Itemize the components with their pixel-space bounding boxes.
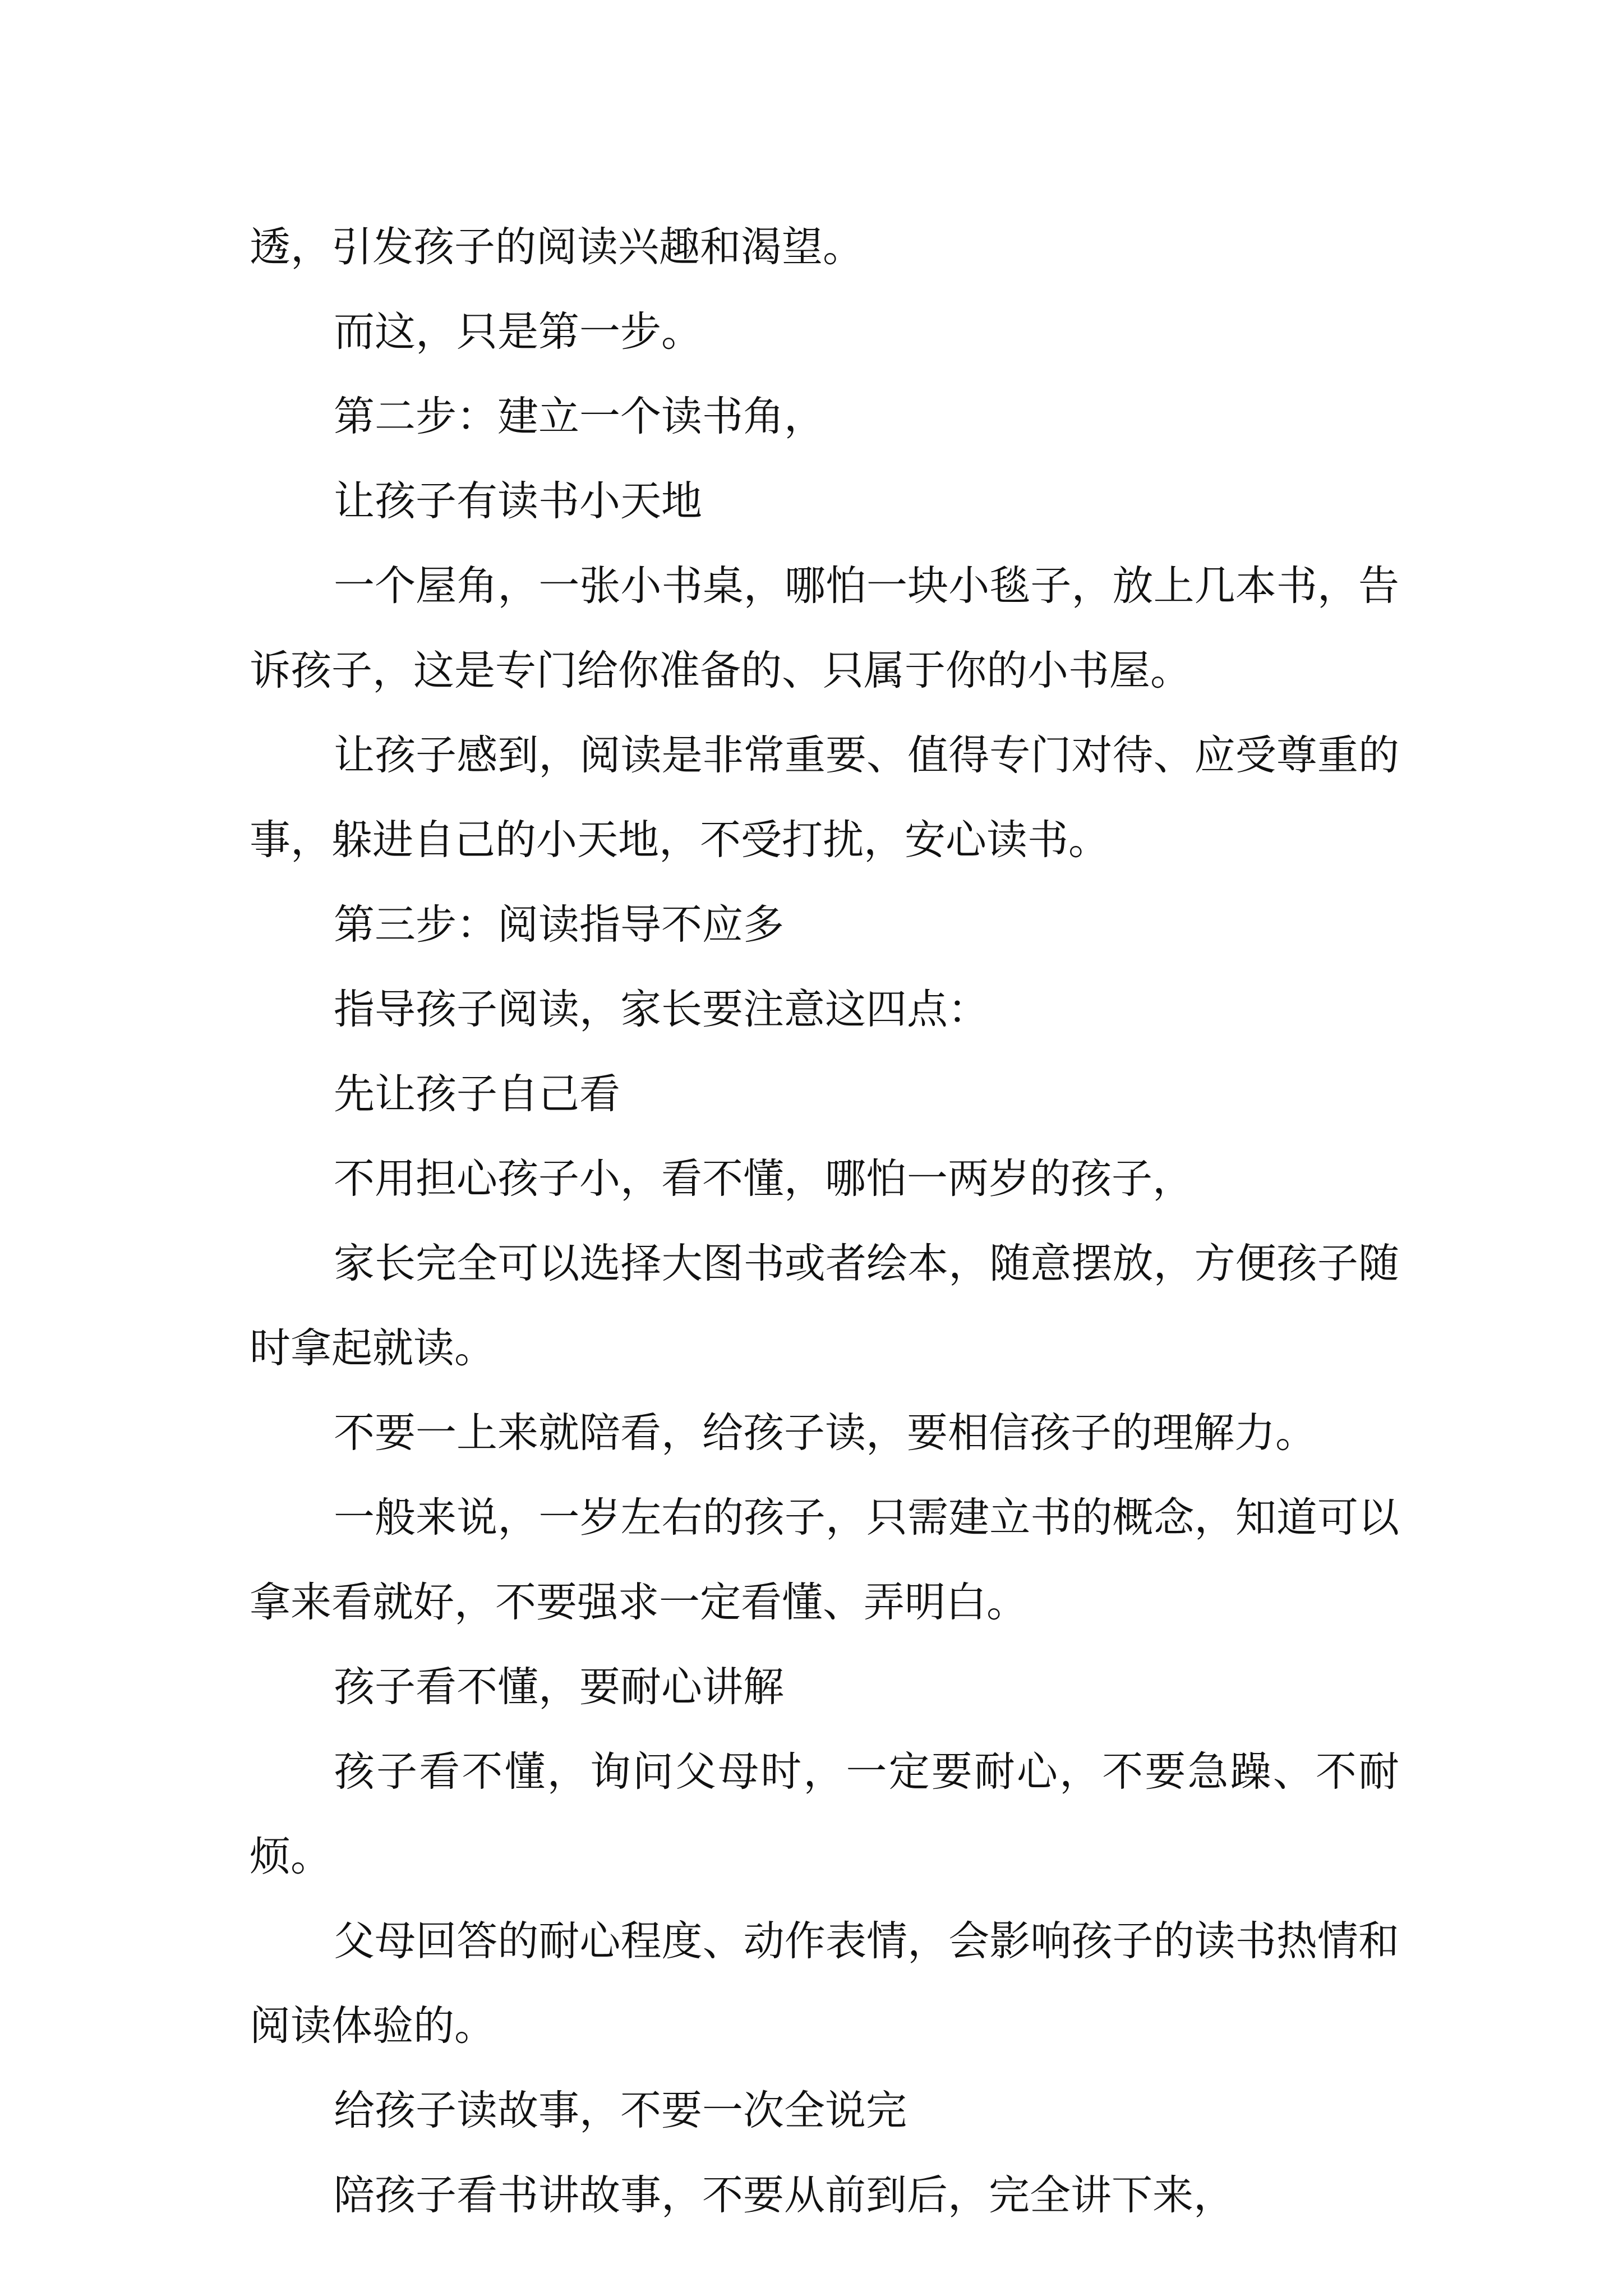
section-heading: 第二步：建立一个读书角， — [334, 393, 825, 440]
paragraph: 指导孩子阅读，家长要注意这四点： — [334, 986, 989, 1033]
paragraph: 一个屋角，一张小书桌，哪怕一块小毯子，放上几本书，告诉孩子，这是专门给你准备的、只属于你的小书屋。 — [250, 562, 1399, 694]
subheading: 先让孩子自己看 — [334, 1070, 620, 1118]
subheading: 给孩子读故事，不要一次全说完 — [334, 2087, 907, 2134]
paragraph: 家长完全可以选择大图书或者绘本，随意摆放，方便孩子随时拿起就读。 — [250, 1240, 1399, 1372]
subheading: 孩子看不懂，要耐心讲解 — [334, 1663, 784, 1711]
paragraph: 父母回答的耐心程度、动作表情，会影响孩子的读书热情和阅读体验的。 — [250, 1917, 1399, 2050]
section-heading: 第三步：阅读指导不应多 — [334, 901, 784, 949]
section-heading: 让孩子有读书小天地 — [334, 477, 702, 525]
paragraph: 不用担心孩子小，看不懂，哪怕一两岁的孩子， — [334, 1155, 1193, 1203]
paragraph: 一般来说，一岁左右的孩子，只需建立书的概念，知道可以拿来看就好，不要强求一定看懂、弄明白。 — [250, 1494, 1399, 1626]
paragraph: 而这，只是第一步。 — [334, 308, 702, 356]
paragraph: 透，引发孩子的阅读兴趣和渴望。 — [250, 223, 864, 271]
document-body — [250, 205, 1399, 2238]
paragraph: 不要一上来就陪看，给孩子读，要相信孩子的理解力。 — [334, 1409, 1316, 1457]
paragraph: 孩子看不懂，询问父母时，一定要耐心，不要急躁、不耐烦。 — [250, 1748, 1399, 1880]
paragraph: 让孩子感到，阅读是非常重要、值得专门对待、应受尊重的事，躲进自己的小天地，不受打扰，安心读书。 — [250, 731, 1399, 864]
paragraph: 陪孩子看书讲故事，不要从前到后，完全讲下来， — [334, 2171, 1234, 2219]
